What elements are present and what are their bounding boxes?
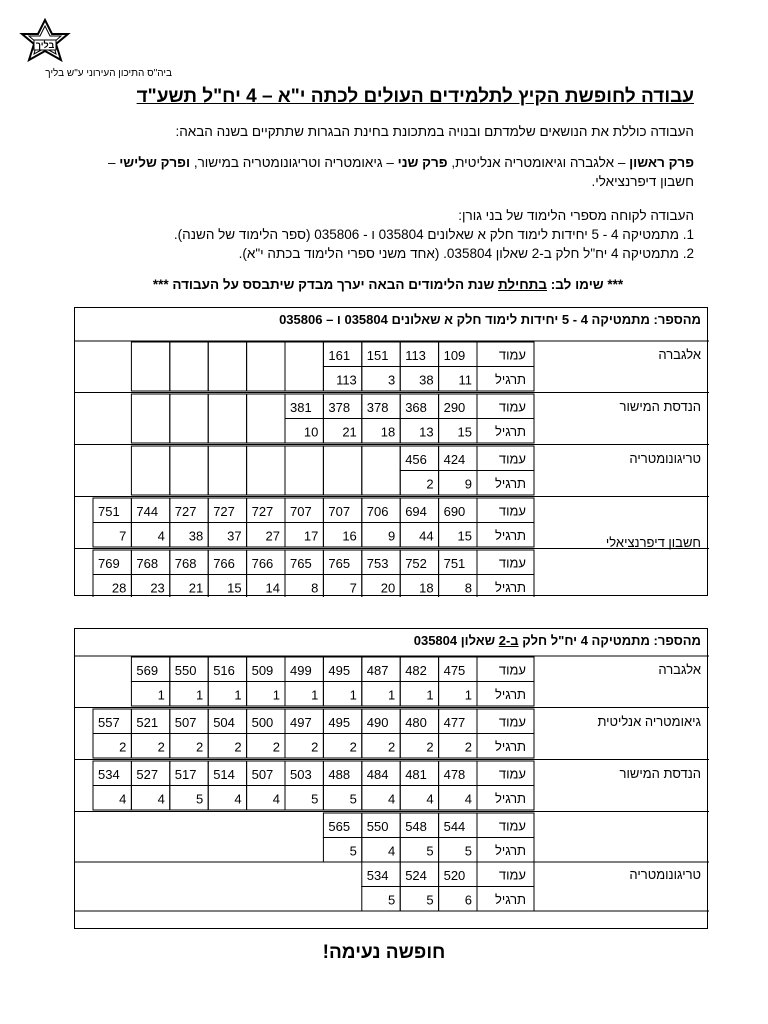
exercise-number: 5	[311, 791, 319, 807]
page-number: 113	[405, 348, 426, 364]
page-number: 766	[251, 556, 274, 572]
page-number: 484	[366, 767, 389, 783]
row-label-exercise: תרגיל	[494, 580, 526, 596]
page-number: 769	[98, 556, 120, 572]
page-number: 500	[251, 715, 274, 731]
exercise-number: 21	[188, 580, 204, 596]
page-number: 503	[290, 767, 312, 783]
page-number: 481	[405, 767, 427, 783]
exercise-number: 2	[387, 739, 396, 755]
page-number: 550	[366, 819, 389, 835]
parts-paragraph	[74, 153, 694, 191]
exercise-number: 1	[195, 687, 204, 703]
exercise-number: 23	[150, 580, 165, 596]
exercise-table-book2	[74, 628, 708, 929]
row-label-page: עמוד	[498, 503, 526, 519]
empty-cell	[285, 342, 323, 391]
empty-cell	[247, 394, 285, 443]
logo-text: בליך	[35, 40, 55, 50]
empty-cell	[285, 446, 323, 495]
part2-label: פרק שני	[397, 155, 448, 170]
row-label-page: עמוד	[498, 399, 526, 415]
page-number: 727	[213, 504, 235, 520]
page-number: 378	[328, 400, 351, 416]
exercise-number: 1	[349, 687, 357, 703]
page-number: 456	[405, 452, 427, 468]
exercise-table-book1	[74, 307, 708, 596]
page-number: 514	[213, 767, 235, 783]
page-number: 766	[213, 556, 235, 572]
part3-text: – חשבון דיפרנציאלי.	[107, 155, 694, 189]
exercise-number: 14	[265, 580, 280, 596]
note-suffix: שנת הלימודים הבאה יערך מבדק שיתבסס על העבודה ***	[152, 277, 498, 292]
page-number: 534	[98, 767, 120, 783]
exercise-number: 1	[157, 687, 165, 703]
exercise-number: 15	[227, 580, 242, 596]
table2-grid	[75, 629, 709, 930]
table1-grid	[75, 308, 709, 597]
page-number: 751	[98, 504, 120, 520]
page-number: 509	[251, 663, 274, 679]
exercise-number: 5	[426, 892, 434, 908]
exercise-number: 15	[457, 528, 472, 544]
exercise-number: 2	[349, 739, 357, 755]
empty-cell	[131, 342, 169, 391]
exercise-number: 7	[119, 528, 127, 544]
page-number: 480	[405, 715, 427, 731]
part3-label: ופרק שלישי	[119, 155, 191, 170]
page-number: 544	[443, 819, 466, 835]
exercise-number: 1	[387, 687, 396, 703]
exercise-number: 15	[457, 424, 472, 440]
empty-cell	[170, 446, 208, 495]
exercise-number: 4	[157, 528, 165, 544]
page-number: 378	[366, 400, 389, 416]
exercise-number: 2	[272, 739, 280, 755]
book-item-1: 1. מתמטיקה 4 - 5 יחידות לימוד חלק א שאלונים 035804 ו - 035806 (ספר הלימוד של השנה).	[173, 227, 694, 242]
row-label-page: עמוד	[498, 555, 526, 571]
topic-label: אלגברה	[658, 347, 701, 363]
page-number: 534	[366, 868, 389, 884]
table2-title-suffix: שאלון 035804	[413, 633, 499, 648]
exercise-number: 16	[342, 528, 357, 544]
topic-label: חשבון דיפרנציאלי	[605, 535, 701, 550]
row-label-page: עמוד	[498, 867, 526, 883]
page-number: 569	[136, 663, 159, 679]
page-number: 524	[405, 868, 427, 884]
page-number: 424	[443, 452, 466, 468]
page-number: 521	[136, 715, 159, 731]
exercise-number: 5	[464, 843, 472, 859]
page-number: 707	[328, 504, 351, 520]
books-intro: העבודה לקוחה מספרי הלימוד של בני גורן:	[458, 208, 694, 223]
page-number: 565	[328, 819, 351, 835]
page-number: 727	[251, 504, 274, 520]
row-label-page: עמוד	[498, 451, 526, 467]
exercise-number: 4	[464, 791, 472, 807]
row-label-page: עמוד	[498, 347, 526, 363]
empty-cell	[208, 342, 246, 391]
note-underlined: בתחילת	[498, 277, 547, 292]
exercise-number: 4	[272, 791, 280, 807]
empty-cell	[170, 394, 208, 443]
table2-title-underlined: ב-2	[498, 633, 519, 648]
attention-note	[68, 275, 708, 294]
exercise-number: 4	[157, 791, 165, 807]
exercise-number: 2	[464, 739, 472, 755]
page-title: עבודה לחופשת הקיץ לתלמידים העולים לכתה י"א – 4 יח"ל תשע"ד	[136, 86, 694, 107]
exercise-number: 2	[234, 739, 242, 755]
exercise-number: 28	[111, 580, 127, 596]
exercise-number: 2	[426, 739, 434, 755]
exercise-number: 2	[426, 476, 434, 492]
exercise-number: 5	[349, 791, 357, 807]
exercise-number: 4	[387, 843, 396, 859]
exercise-number: 21	[342, 424, 357, 440]
exercise-number: 7	[349, 580, 357, 596]
book-item-2: 2. מתמטיקה 4 יח"ל חלק ב-2 שאלון 035804. (אחד משני ספרי הלימוד בכתה י"א).	[238, 246, 694, 261]
empty-cell	[247, 446, 285, 495]
page-number: 516	[213, 663, 235, 679]
page-number: 690	[443, 504, 466, 520]
exercise-number: 38	[419, 372, 434, 388]
exercise-number: 9	[464, 476, 472, 492]
empty-cell	[170, 342, 208, 391]
table2-title-prefix: מהספר: מתמטיקה 4 יח"ל חלק	[518, 633, 701, 648]
row-label-page: עמוד	[498, 662, 526, 678]
page-number: 290	[443, 400, 466, 416]
exercise-number: 44	[419, 528, 434, 544]
exercise-number: 8	[464, 580, 472, 596]
row-label-exercise: תרגיל	[494, 791, 526, 807]
exercise-number: 1	[426, 687, 434, 703]
page-number: 765	[328, 556, 351, 572]
exercise-number: 3	[387, 372, 396, 388]
exercise-number: 2	[195, 739, 204, 755]
part1-text: – אלגברה וגיאומטריה אנליטית,	[447, 155, 630, 170]
page-number: 550	[174, 663, 197, 679]
topic-label: טריגונומטריה	[629, 867, 701, 883]
exercise-number: 13	[419, 424, 434, 440]
exercise-number: 18	[380, 424, 396, 440]
school-name: ביה"ס התיכון העירוני ע"ש בליך	[45, 68, 172, 79]
exercise-number: 6	[464, 892, 472, 908]
exercise-number: 5	[387, 892, 396, 908]
exercise-number: 2	[311, 739, 319, 755]
row-label-exercise: תרגיל	[494, 476, 526, 492]
row-label-exercise: תרגיל	[494, 424, 526, 440]
page-number: 706	[366, 504, 389, 520]
row-label-page: עמוד	[498, 818, 526, 834]
page-number: 495	[328, 715, 351, 731]
exercise-number: 10	[303, 424, 319, 440]
page-number: 504	[213, 715, 235, 731]
row-label-exercise: תרגיל	[494, 843, 526, 859]
exercise-number: 1	[272, 687, 280, 703]
empty-cell	[131, 394, 169, 443]
page-number: 548	[405, 819, 427, 835]
exercise-number: 37	[227, 528, 242, 544]
page-number: 744	[136, 504, 159, 520]
exercise-number: 5	[195, 791, 204, 807]
topic-label: טריגונומטריה	[629, 451, 701, 467]
exercise-number: 4	[234, 791, 242, 807]
page-number: 151	[366, 348, 389, 364]
page-number: 161	[328, 348, 351, 364]
page-number: 557	[98, 715, 120, 731]
page-number: 368	[405, 400, 427, 416]
row-label-exercise: תרגיל	[494, 739, 526, 755]
exercise-number: 1	[311, 687, 319, 703]
page-number: 499	[290, 663, 312, 679]
part2-text: – גיאומטריה וטריגונומטריה במישור,	[190, 155, 398, 170]
page-number: 487	[366, 663, 389, 679]
page-number: 527	[136, 767, 159, 783]
page-number: 482	[405, 663, 427, 679]
table1-title: מהספר: מתמטיקה 4 - 5 יחידות לימוד חלק א שאלונים 035804 ו – 035806	[279, 312, 701, 327]
exercise-number: 2	[119, 739, 127, 755]
topic-label: הנדסת המישור	[619, 399, 701, 415]
page-number: 768	[136, 556, 159, 572]
empty-cell	[208, 446, 246, 495]
page-number: 381	[290, 400, 312, 416]
page-number: 520	[443, 868, 466, 884]
exercise-number: 11	[458, 372, 472, 388]
exercise-number: 113	[336, 372, 357, 388]
row-label-exercise: תרגיל	[494, 372, 526, 388]
exercise-number: 5	[426, 843, 434, 859]
page-number: 727	[174, 504, 197, 520]
topic-label: אלגברה	[658, 662, 701, 678]
page-number: 109	[443, 348, 466, 364]
page-number: 694	[405, 504, 427, 520]
part1-label: פרק ראשון	[629, 155, 694, 170]
exercise-number: 4	[387, 791, 396, 807]
intro-text: העבודה כוללת את הנושאים שלמדתם ובנויה במתכונת בחינת הבגרות שתתקיים בשנה הבאה:	[175, 124, 694, 139]
page-number: 475	[443, 663, 466, 679]
topic-label: הנדסת המישור	[619, 766, 701, 782]
page-number: 517	[174, 767, 197, 783]
school-logo	[14, 18, 76, 70]
page-number: 765	[290, 556, 312, 572]
empty-cell	[362, 446, 400, 495]
page-number: 490	[366, 715, 389, 731]
exercise-number: 5	[349, 843, 357, 859]
page-number: 478	[443, 767, 466, 783]
topic-label: גיאומטריה אנליטית	[597, 714, 701, 730]
exercise-number: 9	[387, 528, 396, 544]
page-number: 752	[405, 556, 427, 572]
page-number: 497	[290, 715, 312, 731]
row-label-page: עמוד	[498, 714, 526, 730]
exercise-number: 38	[188, 528, 204, 544]
empty-cell	[323, 446, 361, 495]
row-label-exercise: תרגיל	[494, 687, 526, 703]
row-label-exercise: תרגיל	[494, 892, 526, 908]
row-label-page: עמוד	[498, 766, 526, 782]
exercise-number: 8	[311, 580, 319, 596]
page-number: 751	[443, 556, 466, 572]
exercise-number: 2	[157, 739, 165, 755]
page-number: 753	[366, 556, 389, 572]
page-number: 707	[290, 504, 312, 520]
closing-text: חופשה נעימה!	[322, 942, 446, 963]
page-number: 495	[328, 663, 351, 679]
exercise-number: 18	[419, 580, 434, 596]
note-prefix: *** שימו לב:	[547, 277, 624, 292]
exercise-number: 1	[234, 687, 242, 703]
exercise-number: 4	[119, 791, 127, 807]
page-number: 477	[443, 715, 466, 731]
exercise-number: 27	[265, 528, 280, 544]
row-label-exercise: תרגיל	[494, 528, 526, 544]
exercise-number: 20	[380, 580, 396, 596]
exercise-number: 17	[303, 528, 319, 544]
empty-cell	[131, 446, 169, 495]
empty-cell	[247, 342, 285, 391]
page-number: 507	[251, 767, 274, 783]
page-number: 768	[174, 556, 197, 572]
page-number: 507	[174, 715, 197, 731]
exercise-number: 4	[426, 791, 434, 807]
empty-cell	[208, 394, 246, 443]
exercise-number: 1	[464, 687, 472, 703]
page-number: 488	[328, 767, 351, 783]
